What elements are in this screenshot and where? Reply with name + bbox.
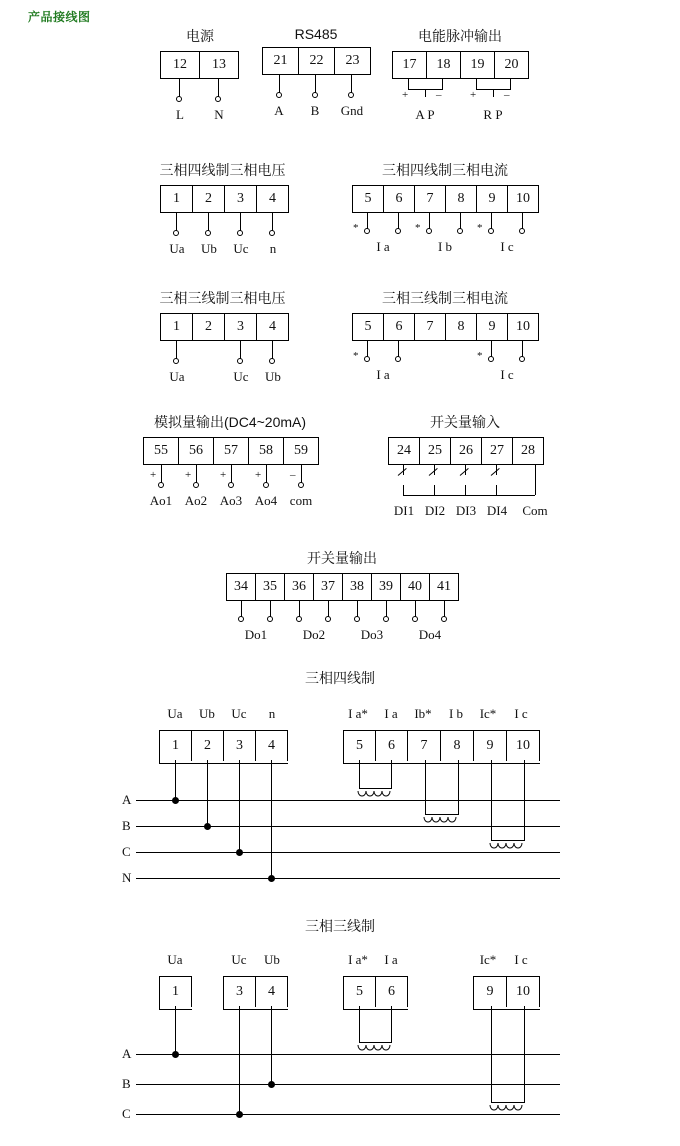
- phase-label: B: [122, 1076, 131, 1091]
- terminal-cell[interactable]: 20: [495, 52, 529, 78]
- phase-line-a: [136, 1054, 560, 1055]
- terminal-cell[interactable]: 5: [353, 314, 384, 340]
- power-label: N: [214, 107, 224, 122]
- terminal-cell[interactable]: 3: [225, 314, 257, 340]
- star-marker: *: [477, 350, 483, 362]
- polarity-sign: +: [185, 469, 192, 481]
- terminal-cell[interactable]: 4: [256, 731, 288, 761]
- terminal-label: I a: [376, 367, 390, 382]
- terminal-label: DI4: [486, 503, 508, 518]
- terminal-cell[interactable]: 4: [256, 977, 288, 1007]
- terminal-cell[interactable]: 7: [415, 314, 446, 340]
- terminal-row-digital-input: [388, 437, 544, 465]
- terminal-row-wiring-voltage-3wire-right: [223, 976, 288, 1010]
- block-power-caption: 电源: [186, 28, 214, 44]
- terminal-cell[interactable]: 6: [384, 314, 415, 340]
- pulse-leads: [392, 79, 530, 129]
- wiring-current-label: Ic*: [479, 952, 497, 967]
- wiring-current-label: I a*: [348, 706, 368, 721]
- terminal-cell[interactable]: 56: [179, 438, 214, 464]
- phase-line-b: [136, 1084, 560, 1085]
- terminal-label: I b: [437, 239, 453, 254]
- block-voltage-3wire: [140, 288, 305, 391]
- terminal-label: Do3: [360, 627, 384, 642]
- polarity-sign: –: [436, 89, 442, 101]
- wiring-current-label: I a: [384, 706, 398, 721]
- terminal-label: DI2: [424, 503, 446, 518]
- terminal-cell[interactable]: 1: [160, 731, 192, 761]
- block-power: [160, 26, 240, 129]
- terminal-cell[interactable]: 39: [372, 574, 401, 600]
- phase-label: C: [122, 1106, 131, 1121]
- terminal-cell[interactable]: 35: [256, 574, 285, 600]
- terminal-cell[interactable]: 6: [384, 186, 415, 212]
- terminal-cell[interactable]: 3: [224, 731, 256, 761]
- polarity-sign: +: [150, 469, 157, 481]
- terminal-label: Ao1: [149, 493, 173, 508]
- wiring-diagram-4wire: [0, 668, 680, 908]
- terminal-label: n: [269, 241, 277, 256]
- rs485-leads: [262, 75, 372, 125]
- wiring-3wire-title: 三相三线制: [305, 918, 375, 934]
- terminal-row-current-4wire: [352, 185, 539, 213]
- star-marker: *: [415, 222, 421, 234]
- terminal-label: Ao4: [254, 493, 278, 508]
- terminal-cell[interactable]: 17: [393, 52, 427, 78]
- terminal-cell[interactable]: 57: [214, 438, 249, 464]
- terminal-cell[interactable]: 55: [144, 438, 179, 464]
- wiring-current-label: Ic*: [479, 706, 497, 721]
- terminal-cell[interactable]: 59: [284, 438, 319, 464]
- block-pulse-caption: 电能脉冲输出: [418, 28, 502, 44]
- wiring-voltage-label: Ub: [264, 952, 280, 967]
- wiring-voltage-label: Ua: [167, 952, 183, 967]
- voltage-3wire-leads: [140, 341, 305, 391]
- terminal-cell[interactable]: 58: [249, 438, 284, 464]
- terminal-cell[interactable]: 40: [401, 574, 430, 600]
- terminal-row-current-3wire: [352, 313, 539, 341]
- terminal-cell[interactable]: 9: [474, 977, 507, 1007]
- wiring-voltage-label: Uc: [231, 706, 247, 721]
- terminal-cell[interactable]: 34: [227, 574, 256, 600]
- terminal-cell[interactable]: 10: [508, 314, 539, 340]
- terminal-cell[interactable]: 24: [389, 438, 420, 464]
- terminal-cell[interactable]: 12: [161, 52, 200, 78]
- terminal-row-analog-output: [143, 437, 319, 465]
- wiring-current-label: I c: [514, 952, 528, 967]
- block-digital-input-caption: 开关量输入: [430, 414, 500, 430]
- terminal-row-wiring-current-3wire-right: [473, 976, 540, 1010]
- terminal-label: Ub: [201, 241, 217, 256]
- voltage-4wire-leads: [140, 213, 305, 263]
- terminal-row-wiring-current-4wire: [343, 730, 540, 764]
- current-3wire-leads: [345, 341, 545, 391]
- terminal-label: Do2: [302, 627, 326, 642]
- terminal-cell[interactable]: 8: [446, 186, 477, 212]
- ct-coil-c: [488, 1104, 528, 1120]
- phase-line-n: [136, 878, 560, 879]
- terminal-cell[interactable]: 3: [225, 186, 257, 212]
- terminal-label: Ub: [265, 369, 281, 384]
- wiring-4wire-title: 三相四线制: [305, 670, 375, 686]
- terminal-cell[interactable]: 5: [344, 731, 376, 761]
- block-pulse: [392, 26, 530, 129]
- terminal-cell[interactable]: 25: [420, 438, 451, 464]
- terminal-label: Ao2: [184, 493, 208, 508]
- terminal-label: Ua: [169, 241, 185, 256]
- polarity-sign: –: [504, 89, 510, 101]
- terminal-label: I a: [376, 239, 390, 254]
- terminal-cell[interactable]: 38: [343, 574, 372, 600]
- terminal-cell[interactable]: 23: [335, 48, 371, 74]
- rs485-label: Gnd: [340, 103, 364, 118]
- terminal-label: Ua: [169, 369, 185, 384]
- terminal-cell[interactable]: 19: [461, 52, 495, 78]
- block-voltage-4wire-caption: 三相四线制三相电压: [159, 162, 286, 178]
- block-rs485: [262, 26, 372, 125]
- phase-label: N: [122, 870, 132, 885]
- block-analog-output-caption: 模拟量输出(DC4~20mA): [153, 414, 307, 430]
- block-digital-input: [370, 412, 560, 527]
- terminal-label: com: [289, 493, 313, 508]
- current-4wire-leads: [345, 213, 545, 263]
- polarity-sign: +: [402, 89, 409, 101]
- block-current-3wire-caption: 三相三线制三相电流: [382, 290, 508, 306]
- terminal-cell[interactable]: 2: [193, 314, 225, 340]
- star-marker: *: [353, 222, 359, 234]
- terminal-cell[interactable]: 10: [507, 731, 540, 761]
- block-current-3wire: [345, 288, 545, 391]
- terminal-label: I c: [500, 239, 514, 254]
- terminal-cell[interactable]: 7: [408, 731, 441, 761]
- star-marker: *: [353, 350, 359, 362]
- phase-label: A: [122, 792, 132, 807]
- terminal-label: DI1: [393, 503, 415, 518]
- wiring-current-label: Ib*: [414, 706, 432, 721]
- terminal-row-wiring-voltage-4wire: [159, 730, 288, 764]
- terminal-row-wiring-voltage-3wire-left: [159, 976, 192, 1010]
- terminal-cell[interactable]: 27: [482, 438, 513, 464]
- terminal-cell[interactable]: 2: [192, 731, 224, 761]
- terminal-cell[interactable]: 21: [263, 48, 299, 74]
- digital-output-leads: [222, 601, 462, 651]
- analog-output-leads: [130, 465, 330, 517]
- wiring-current-label: I c: [514, 706, 528, 721]
- pulse-label: A P: [415, 107, 435, 122]
- terminal-cell[interactable]: 9: [474, 731, 507, 761]
- phase-label: C: [122, 844, 131, 859]
- pulse-label: R P: [483, 107, 503, 122]
- wiring-voltage-label: n: [268, 706, 276, 721]
- ct-coil-b: [422, 816, 462, 832]
- terminal-cell[interactable]: 1: [160, 977, 192, 1007]
- terminal-label: Do4: [418, 627, 442, 642]
- terminal-cell[interactable]: 13: [200, 52, 239, 78]
- page-title: 产品接线图: [28, 10, 91, 24]
- terminal-label: Uc: [233, 369, 249, 384]
- block-current-4wire-caption: 三相四线制三相电流: [382, 162, 508, 178]
- terminal-cell[interactable]: 1: [161, 186, 193, 212]
- block-current-4wire: [345, 160, 545, 263]
- wiring-current-label: I b: [448, 706, 464, 721]
- power-leads: [160, 79, 240, 129]
- terminal-cell[interactable]: 28: [513, 438, 544, 464]
- terminal-cell[interactable]: 37: [314, 574, 343, 600]
- terminal-label: Uc: [233, 241, 249, 256]
- phase-line-a: [136, 800, 560, 801]
- terminal-label: DI3: [455, 503, 477, 518]
- terminal-cell[interactable]: 5: [353, 186, 384, 212]
- terminal-row-power: [160, 51, 239, 79]
- block-voltage-4wire: [140, 160, 305, 263]
- terminal-cell[interactable]: 22: [299, 48, 335, 74]
- terminal-cell[interactable]: 6: [376, 731, 408, 761]
- terminal-row-wiring-current-3wire-left: [343, 976, 408, 1010]
- terminal-row-digital-output: [226, 573, 459, 601]
- terminal-label: Do1: [244, 627, 268, 642]
- terminal-label: Com: [522, 503, 548, 518]
- ct-coil-a: [356, 790, 396, 806]
- ct-coil-a: [356, 1044, 396, 1060]
- terminal-cell[interactable]: 41: [430, 574, 459, 600]
- terminal-cell[interactable]: 3: [224, 977, 256, 1007]
- phase-label: B: [122, 818, 131, 833]
- terminal-cell[interactable]: 10: [508, 186, 539, 212]
- rs485-label: B: [310, 103, 320, 118]
- terminal-cell[interactable]: 36: [285, 574, 314, 600]
- polarity-sign: +: [470, 89, 477, 101]
- terminal-cell[interactable]: 4: [257, 314, 289, 340]
- terminal-cell[interactable]: 8: [441, 731, 474, 761]
- block-digital-output: [222, 548, 462, 651]
- polarity-sign: –: [290, 469, 296, 481]
- terminal-row-voltage-3wire: [160, 313, 289, 341]
- terminal-cell[interactable]: 10: [507, 977, 540, 1007]
- terminal-cell[interactable]: 2: [193, 186, 225, 212]
- wiring-current-label: I a: [384, 952, 398, 967]
- wiring-current-label: I a*: [348, 952, 368, 967]
- digital-input-leads: [370, 465, 560, 527]
- terminal-cell[interactable]: 6: [376, 977, 408, 1007]
- wiring-voltage-label: Uc: [231, 952, 247, 967]
- terminal-label: Ao3: [219, 493, 243, 508]
- terminal-cell[interactable]: 7: [415, 186, 446, 212]
- ct-coil-c: [488, 842, 528, 858]
- terminal-cell[interactable]: 9: [477, 314, 508, 340]
- terminal-cell[interactable]: 5: [344, 977, 376, 1007]
- terminal-cell[interactable]: 1: [161, 314, 193, 340]
- phase-label: A: [122, 1046, 132, 1061]
- terminal-cell[interactable]: 26: [451, 438, 482, 464]
- terminal-row-pulse: [392, 51, 529, 79]
- terminal-row-voltage-4wire: [160, 185, 289, 213]
- terminal-row-rs485: [262, 47, 371, 75]
- block-voltage-3wire-caption: 三相三线制三相电压: [159, 290, 286, 306]
- terminal-label: I c: [500, 367, 514, 382]
- block-digital-output-caption: 开关量输出: [307, 550, 377, 566]
- terminal-cell[interactable]: 8: [446, 314, 477, 340]
- terminal-cell[interactable]: 4: [257, 186, 289, 212]
- rs485-label: A: [274, 103, 284, 118]
- terminal-cell[interactable]: 18: [427, 52, 461, 78]
- wiring-voltage-label: Ub: [199, 706, 215, 721]
- polarity-sign: +: [220, 469, 227, 481]
- phase-line-b: [136, 826, 560, 827]
- terminal-cell[interactable]: 9: [477, 186, 508, 212]
- wiring-voltage-label: Ua: [167, 706, 183, 721]
- power-label: L: [176, 107, 184, 122]
- star-marker: *: [477, 222, 483, 234]
- block-analog-output: [130, 412, 330, 517]
- polarity-sign: +: [255, 469, 262, 481]
- wiring-diagram-3wire: [0, 908, 680, 1146]
- block-rs485-caption: RS485: [294, 26, 338, 42]
